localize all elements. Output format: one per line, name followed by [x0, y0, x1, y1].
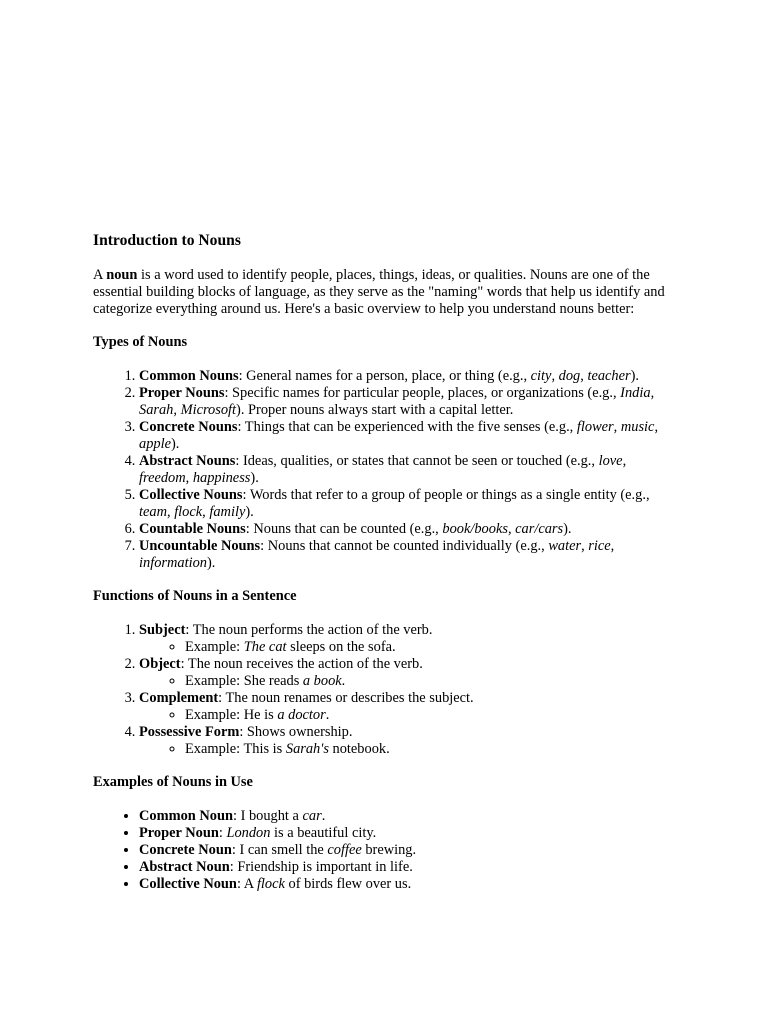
- item-term: Abstract Nouns: [139, 453, 236, 469]
- italic-example: freedom: [139, 470, 186, 486]
- item-text: ,: [622, 453, 627, 469]
- item-text: Example: This is: [185, 741, 286, 757]
- item-text: ).: [170, 436, 180, 452]
- item-text: notebook.: [328, 741, 390, 757]
- functions-list-item: [139, 656, 679, 690]
- item-term: Possessive Form: [139, 724, 240, 740]
- types-list-item: [139, 385, 679, 419]
- italic-example: rice: [588, 538, 611, 554]
- item-text: :: [218, 825, 227, 841]
- italic-example: Sarah: [139, 402, 174, 418]
- item-text: brewing.: [361, 842, 417, 858]
- intro-text-pre: A: [93, 267, 107, 283]
- item-text: ,: [613, 419, 621, 435]
- item-text: ,: [581, 538, 589, 554]
- italic-example: a doctor: [277, 707, 326, 723]
- example-sublist: [139, 639, 679, 656]
- item-desc: : The noun renames or describes the subject.: [218, 690, 474, 706]
- item-text: ,: [654, 419, 659, 435]
- italic-example: flock: [256, 876, 285, 892]
- intro-paragraph: [93, 267, 679, 318]
- functions-list-item: [139, 690, 679, 724]
- italic-example: India: [620, 385, 651, 401]
- item-text: : Ideas, qualities, or states that cannot be seen or touched (e.g.,: [235, 453, 599, 469]
- item-term: Concrete Nouns: [139, 419, 238, 435]
- item-text: : I bought a: [232, 808, 303, 824]
- example-item: [185, 707, 679, 724]
- italic-example: city: [530, 368, 552, 384]
- item-text: : General names for a person, place, or thing (e.g.,: [238, 368, 531, 384]
- types-list-item: [139, 538, 679, 572]
- italic-example: The cat: [243, 639, 287, 655]
- item-text: : Specific names for particular people, places, or organizations (e.g.,: [224, 385, 621, 401]
- types-list-item: [139, 487, 679, 521]
- examples-list-item: [139, 859, 679, 876]
- italic-example: water: [548, 538, 582, 554]
- item-text: .: [325, 707, 330, 723]
- item-text: ,: [185, 470, 193, 486]
- item-term: Collective Nouns: [139, 487, 243, 503]
- item-text: Example:: [185, 639, 244, 655]
- item-text: ,: [650, 385, 655, 401]
- item-term: Proper Noun: [139, 825, 219, 841]
- italic-example: music: [620, 419, 655, 435]
- examples-list-item: [139, 842, 679, 859]
- item-text: : Friendship is important in life.: [229, 859, 413, 875]
- item-text: ,: [610, 538, 615, 554]
- types-list-item: [139, 453, 679, 487]
- item-term: Collective Noun: [139, 876, 237, 892]
- italic-example: team: [139, 504, 167, 520]
- item-text: ).: [206, 555, 216, 571]
- italic-example: love: [598, 453, 623, 469]
- item-term: Concrete Noun: [139, 842, 232, 858]
- functions-list: [93, 622, 679, 758]
- item-text: : Nouns that can be counted (e.g.,: [245, 521, 443, 537]
- types-heading: Types of Nouns: [93, 334, 188, 350]
- example-item: [185, 741, 679, 758]
- item-desc: : The noun performs the action of the verb.: [185, 622, 433, 638]
- item-term: Uncountable Nouns: [139, 538, 261, 554]
- item-text: ,: [166, 504, 175, 520]
- item-term: Countable Nouns: [139, 521, 246, 537]
- examples-list-item: [139, 808, 679, 825]
- italic-example: happiness: [192, 470, 251, 486]
- item-term: Common Nouns: [139, 368, 239, 384]
- example-item: [185, 673, 679, 690]
- intro-bold-term: noun: [106, 267, 138, 283]
- types-list-item: [139, 521, 679, 538]
- italic-example: London: [226, 825, 271, 841]
- example-sublist: [139, 673, 679, 690]
- item-text: ,: [173, 402, 181, 418]
- italic-example: dog: [558, 368, 581, 384]
- document-page: [93, 231, 679, 893]
- item-text: is a beautiful city.: [270, 825, 377, 841]
- item-text: : Things that can be experienced with the five senses (e.g.,: [237, 419, 577, 435]
- italic-example: flock: [174, 504, 203, 520]
- types-list: [93, 368, 679, 572]
- italic-example: Sarah's: [285, 741, 329, 757]
- item-text: ).: [250, 470, 259, 486]
- functions-heading: Functions of Nouns in a Sentence: [93, 588, 297, 604]
- item-text: ).: [563, 521, 572, 537]
- italic-example: flower: [576, 419, 614, 435]
- item-text: ,: [202, 504, 210, 520]
- item-text: ,: [580, 368, 588, 384]
- italic-example: Microsoft: [180, 402, 237, 418]
- item-text: ,: [507, 521, 516, 537]
- italic-example: teacher: [587, 368, 631, 384]
- item-term: Subject: [139, 622, 186, 638]
- item-term: Object: [139, 656, 181, 672]
- item-text: Example: He is: [185, 707, 278, 723]
- item-text: ).: [245, 504, 254, 520]
- italic-example: coffee: [327, 842, 362, 858]
- item-term: Abstract Noun: [139, 859, 230, 875]
- functions-list-item: [139, 724, 679, 758]
- italic-example: book/books: [442, 521, 508, 537]
- item-text: ). Proper nouns always start with a capital letter.: [236, 402, 514, 418]
- item-text: ).: [630, 368, 639, 384]
- item-text: : Words that refer to a group of people or things as a single entity (e.g.,: [242, 487, 650, 503]
- examples-list-item: [139, 876, 679, 893]
- item-text: sleeps on the sofa.: [286, 639, 396, 655]
- intro-text-post: is a word used to identify people, places, things, ideas, or qualities. Nouns are one of the essential building blocks of language, as they serve as the "naming" words that help us identify and categorize everything around us. Here's a basic overview to help you understand nouns better:: [93, 267, 665, 317]
- italic-example: car: [302, 808, 322, 824]
- item-text: : I can smell the: [231, 842, 328, 858]
- item-text: of birds flew over us.: [284, 876, 412, 892]
- item-text: ,: [551, 368, 559, 384]
- item-text: Example: She reads: [185, 673, 303, 689]
- page-title: Introduction to Nouns: [93, 232, 241, 249]
- item-term: Common Noun: [139, 808, 233, 824]
- item-desc: : The noun receives the action of the verb.: [180, 656, 423, 672]
- examples-list-item: [139, 825, 679, 842]
- example-sublist: [139, 707, 679, 724]
- italic-example: apple: [139, 436, 171, 452]
- types-list-item: [139, 419, 679, 453]
- functions-list-item: [139, 622, 679, 656]
- item-desc: : Shows ownership.: [239, 724, 353, 740]
- italic-example: information: [139, 555, 207, 571]
- types-list-item: [139, 368, 679, 385]
- italic-example: car/cars: [515, 521, 564, 537]
- examples-list: [93, 808, 679, 893]
- item-text: .: [321, 808, 326, 824]
- italic-example: family: [209, 504, 246, 520]
- example-sublist: [139, 741, 679, 758]
- examples-heading: Examples of Nouns in Use: [93, 774, 253, 790]
- item-term: Complement: [139, 690, 219, 706]
- example-item: [185, 639, 679, 656]
- item-text: : A: [236, 876, 257, 892]
- item-term: Proper Nouns: [139, 385, 225, 401]
- italic-example: a book: [302, 673, 342, 689]
- item-text: : Nouns that cannot be counted individually (e.g.,: [260, 538, 549, 554]
- item-text: .: [341, 673, 346, 689]
